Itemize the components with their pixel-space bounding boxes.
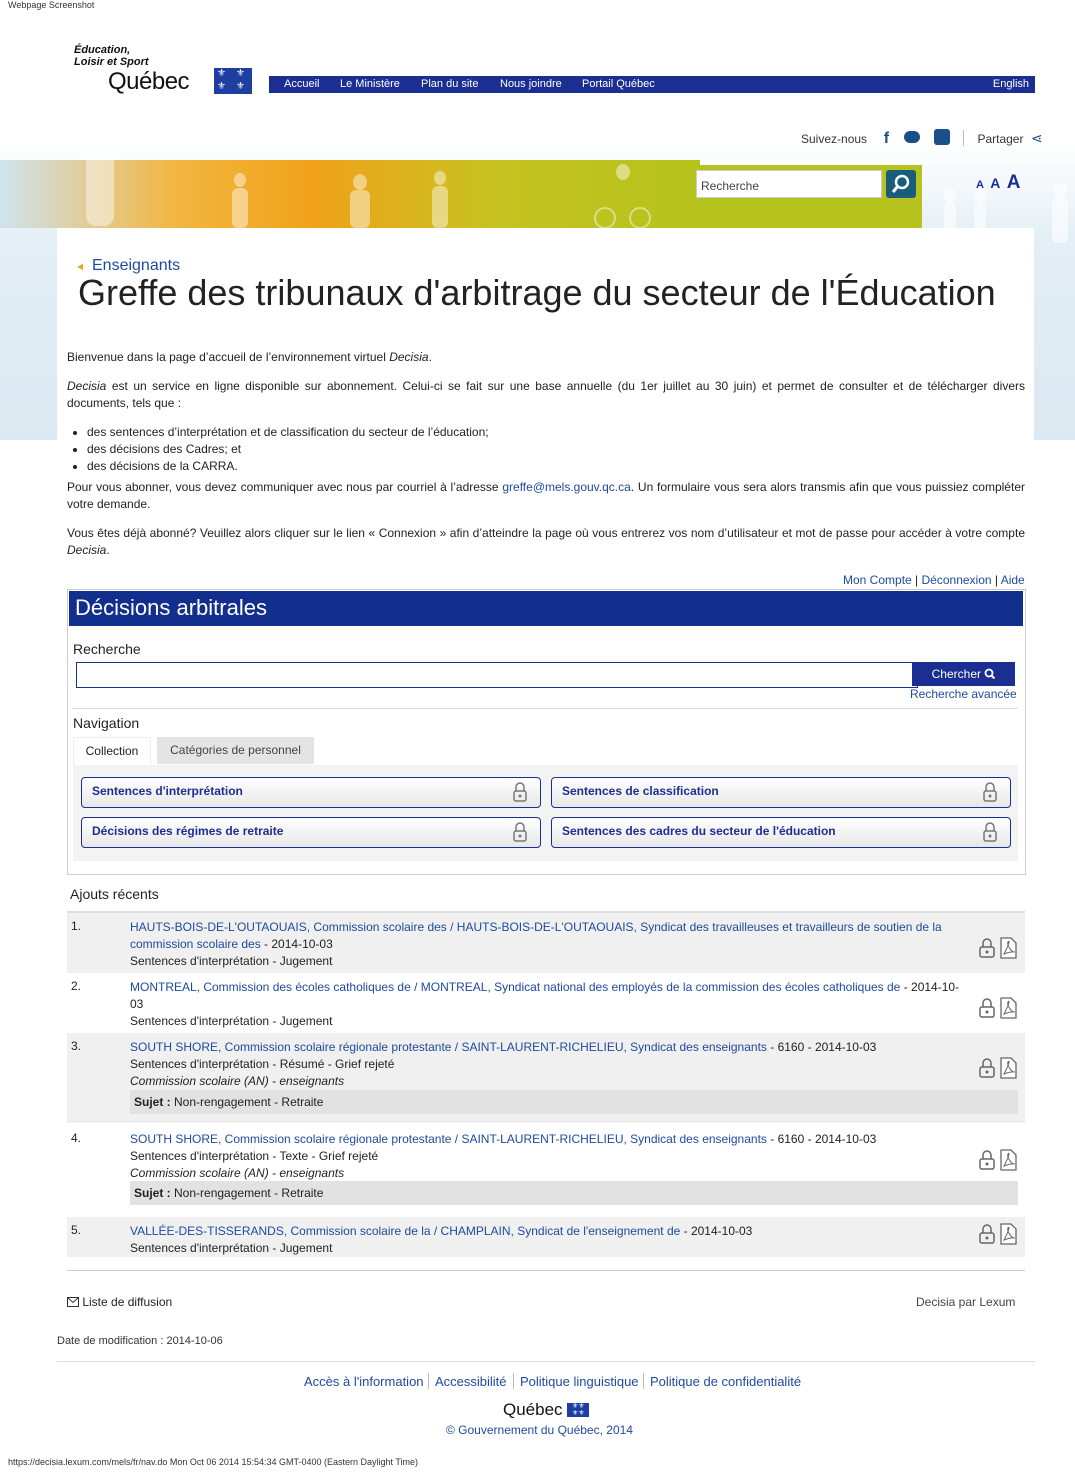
pdf-icon[interactable] — [999, 937, 1017, 959]
search-icon — [886, 170, 916, 198]
my-account-link[interactable]: Mon Compte — [843, 573, 912, 587]
site-search-input[interactable] — [696, 170, 882, 198]
advanced-search-link[interactable]: Recherche avancée — [910, 687, 1017, 701]
lock-icon — [512, 781, 528, 803]
decision-link[interactable]: HAUTS-BOIS-DE-L'OUTAOUAIS, Commission scolaire des / HAUTS-BOIS-DE-L'OUTAOUAIS, Syndicat des travailleuses et travailleurs de soutien de la commission scolaire des — [130, 920, 942, 951]
envelope-icon — [67, 1297, 79, 1307]
nav-english[interactable]: English — [992, 78, 1029, 90]
nav-plan-du-site[interactable]: Plan du site — [421, 78, 479, 90]
list-item: • des décisions de la CARRA. — [87, 458, 1025, 475]
intro-p4-em: Decisia — [67, 543, 107, 557]
mailing-list-link[interactable] — [67, 1295, 172, 1309]
row-body — [130, 919, 970, 970]
collection-label: Sentences des cadres du secteur de l'éducation — [562, 824, 836, 838]
pdf-icon[interactable] — [999, 1057, 1017, 1079]
decision-meta: - 6160 - 2014-10-03 — [766, 1040, 877, 1054]
decision-meta: - 2014-10-03 — [130, 980, 960, 1011]
site-search-button[interactable] — [886, 170, 916, 198]
nav-le-ministere[interactable]: Le Ministère — [340, 78, 400, 90]
decision-meta: - 6160 - 2014-10-03 — [766, 1132, 877, 1146]
row-number: 4. — [71, 1131, 82, 1145]
pdf-icon[interactable] — [999, 997, 1017, 1019]
lock-icon — [982, 781, 998, 803]
intro-paragraph-4 — [67, 525, 1025, 559]
font-large-button[interactable]: A — [1006, 172, 1021, 193]
search-label: Recherche — [73, 641, 141, 657]
decisions-search-input[interactable] — [76, 662, 918, 688]
decisions-header — [69, 591, 1023, 626]
decision-type: Sentences d'interprétation - Jugement — [130, 954, 333, 968]
twitter-icon[interactable] — [904, 131, 920, 143]
decision-type: Sentences d'interprétation - Texte - Grief rejeté — [130, 1149, 379, 1163]
lock-icon — [982, 821, 998, 843]
decision-type: Sentences d'interprétation - Jugement — [130, 1014, 333, 1028]
collection-sentences-classification[interactable] — [551, 777, 1011, 808]
footer-copyright: © Gouvernement du Québec, 2014 — [446, 1423, 633, 1437]
subject-value: Non-rengagement - Retraite — [174, 1095, 324, 1109]
lock-icon[interactable] — [978, 1149, 996, 1171]
intro-paragraph-3 — [67, 479, 1025, 513]
page-title: Greffe des tribunaux d'arbitrage du secteur de l'Éducation — [78, 272, 996, 313]
table-row — [67, 1033, 1025, 1123]
pdf-icon[interactable] — [999, 1149, 1017, 1171]
logo-wordmark: Québec — [108, 68, 190, 95]
quebec-flag-icon: ⚜⚜ ⚜⚜ — [567, 1403, 589, 1417]
divider — [67, 1270, 1025, 1271]
subject-bar — [130, 1090, 1018, 1114]
decision-meta: - 2014-10-03 — [260, 937, 333, 951]
capture-label: Webpage Screenshot — [8, 0, 95, 10]
intro-paragraph-1 — [67, 349, 1025, 366]
list-item: • des décisions des Cadres; et — [87, 441, 1025, 458]
intro-p1-end: . — [428, 350, 432, 364]
decision-category: Commission scolaire (AN) - enseignants — [130, 1166, 345, 1180]
divider — [57, 1361, 1035, 1362]
decision-category: Commission scolaire (AN) - enseignants — [130, 1074, 345, 1088]
site-search-placeholder: Recherche — [701, 179, 760, 193]
logo-line1: Éducation, — [74, 44, 131, 56]
table-row — [67, 1125, 1025, 1214]
banner-figures — [60, 120, 700, 230]
quebec-flag-icon: ⚜ ⚜ ⚜ ⚜ — [214, 68, 252, 94]
subject-value: Non-rengagement - Retraite — [174, 1186, 324, 1200]
collection-label: Décisions des régimes de retraite — [92, 824, 284, 838]
font-size-controls — [976, 172, 1021, 194]
footer-link-privacy[interactable]: Politique de confidentialité — [650, 1374, 802, 1389]
decision-link[interactable]: SOUTH SHORE, Commission scolaire régionale protestante / SAINT-LAURENT-RICHELIEU, Syndicat des enseignants — [130, 1132, 767, 1146]
email-link[interactable]: greffe@mels.gouv.qc.ca — [502, 480, 631, 494]
decisions-title: Décisions arbitrales — [75, 595, 267, 620]
footer-link-access-info[interactable]: Accès à l'information — [304, 1374, 424, 1389]
search-button[interactable] — [912, 662, 1015, 686]
mailing-list-label: Liste de diffusion — [82, 1295, 173, 1309]
nav-nous-joindre[interactable]: Nous joindre — [500, 78, 562, 90]
subject-bar — [130, 1181, 1018, 1205]
collection-sentences-cadres[interactable] — [551, 817, 1011, 848]
footer-link-accessibility[interactable]: Accessibilité — [435, 1374, 507, 1389]
decision-link[interactable]: VALLÉE-DES-TISSERANDS, Commission scolaire de la / CHAMPLAIN, Syndicat de l'enseignement de — [130, 1224, 681, 1238]
intro-bullets — [67, 424, 1025, 475]
footer-quebec-logo[interactable] — [503, 1400, 589, 1420]
row-body — [130, 1223, 970, 1257]
row-number: 2. — [71, 979, 82, 993]
font-medium-button[interactable]: A — [990, 175, 1001, 191]
intro-p4-text: Vous êtes déjà abonné? Veuillez alors cliquer sur le lien « Connexion » afin d’atteindre la page où vous entrerez vos nom d’utilisateur et mot de passe pour accéder à votre compte — [67, 526, 1025, 540]
logo-line2: Loisir et Sport — [74, 56, 149, 68]
lexum-credit[interactable]: Decisia par Lexum — [916, 1295, 1016, 1309]
intro-p1-text: Bienvenue dans la page d’accueil de l’environnement virtuel — [67, 350, 390, 364]
intro-paragraph-2 — [67, 378, 1025, 412]
tab-collection[interactable]: Collection — [73, 737, 151, 765]
collection-regimes-retraite[interactable] — [81, 817, 541, 848]
font-small-button[interactable]: A — [976, 179, 984, 191]
row-number: 1. — [71, 919, 82, 933]
decision-type: Sentences d'interprétation - Résumé - Grief rejeté — [130, 1057, 395, 1071]
top-navigation — [269, 76, 1035, 93]
decision-link[interactable]: MONTREAL, Commission des écoles catholiques de / MONTREAL, Syndicat national des employés de la commission des écoles catholiques de — [130, 980, 901, 994]
lock-icon[interactable] — [978, 997, 996, 1019]
intro-p2-text: est un service en ligne disponible sur abonnement. Celui-ci se fait sur une base annuelle (du 1er juillet au 30 juin) et permet de consulter et de télécharger divers documents, tels que : — [67, 379, 1025, 410]
navigation-label: Navigation — [73, 715, 140, 731]
collection-label: Sentences de classification — [562, 784, 719, 798]
facebook-icon[interactable]: f — [883, 130, 890, 147]
tab-categories[interactable]: Catégories de personnel — [157, 737, 314, 764]
divider — [513, 1373, 514, 1389]
help-link[interactable]: Aide — [1000, 573, 1025, 587]
ministry-logo[interactable] — [74, 44, 254, 100]
intro-p4-end: . — [106, 543, 110, 557]
decision-type: Sentences d'interprétation - Jugement — [130, 1241, 333, 1255]
share-icon[interactable]: ⋖ — [1030, 130, 1043, 146]
recent-additions-title: Ajouts récents — [70, 886, 159, 902]
lock-icon[interactable] — [978, 937, 996, 959]
divider — [643, 1373, 644, 1389]
footer-link-language-policy[interactable]: Politique linguistique — [520, 1374, 639, 1389]
lock-icon[interactable] — [978, 1223, 996, 1245]
follow-label: Suivez-nous — [801, 132, 868, 146]
decision-link[interactable]: SOUTH SHORE, Commission scolaire régionale protestante / SAINT-LAURENT-RICHELIEU, Syndicat des enseignants — [130, 1040, 767, 1054]
subject-label: Sujet : — [134, 1095, 171, 1109]
divider — [428, 1373, 429, 1389]
table-row — [67, 973, 1025, 1030]
logout-link[interactable]: Déconnexion — [921, 573, 992, 587]
lock-icon — [512, 821, 528, 843]
lock-icon[interactable] — [978, 1057, 996, 1079]
row-body — [130, 979, 970, 1030]
decision-meta: - 2014-10-03 — [680, 1224, 753, 1238]
row-body — [130, 1039, 970, 1090]
nav-portail-quebec[interactable]: Portail Québec — [582, 78, 655, 90]
collection-label: Sentences d'interprétation — [92, 784, 243, 798]
intro-p3-text: Pour vous abonner, vous devez communiquer avec nous par courriel à l’adresse — [67, 480, 503, 494]
row-actions — [978, 937, 1017, 962]
intro-p2-em: Decisia — [67, 379, 107, 393]
row-actions — [978, 1149, 1017, 1174]
row-actions — [978, 1057, 1017, 1082]
pdf-icon[interactable] — [999, 1223, 1017, 1245]
table-row — [67, 1217, 1025, 1257]
search-icon — [984, 668, 995, 679]
youtube-icon[interactable] — [934, 129, 950, 145]
search-button-label: Chercher — [931, 667, 981, 681]
row-actions — [978, 1223, 1017, 1248]
browser-status-bar: https://decisia.lexum.com/mels/fr/nav.do Mon Oct 06 2014 15:54:34 GMT-0400 (Eastern Daylight Time) — [8, 1457, 419, 1467]
collection-sentences-interpretation[interactable] — [81, 777, 541, 808]
row-body — [130, 1131, 970, 1182]
footer-wordmark: Québec — [503, 1400, 563, 1419]
row-number: 3. — [71, 1039, 82, 1053]
divider — [72, 708, 1018, 709]
table-row — [67, 911, 1025, 973]
intro-p3-end: . Un formulaire vous sera alors transmis afin que vous puissiez compléter votre demande. — [67, 480, 1025, 511]
modification-date: Date de modification : 2014-10-06 — [57, 1335, 223, 1347]
breadcrumb-arrow-icon: ◂ — [77, 259, 84, 273]
account-links: Mon Compte | Déconnexion | Aide — [843, 573, 1025, 587]
row-actions — [978, 997, 1017, 1022]
nav-accueil[interactable]: Accueil — [284, 78, 320, 90]
breadcrumb-enseignants[interactable]: Enseignants — [92, 257, 181, 274]
social-bar — [801, 129, 1043, 148]
subject-label: Sujet : — [134, 1186, 171, 1200]
list-item: • des sentences d’interprétation et de classification du secteur de l’éducation; — [87, 424, 1025, 441]
intro-p1-em: Decisia — [389, 350, 429, 364]
row-number: 5. — [71, 1223, 82, 1237]
share-label[interactable]: Partager — [977, 132, 1024, 146]
